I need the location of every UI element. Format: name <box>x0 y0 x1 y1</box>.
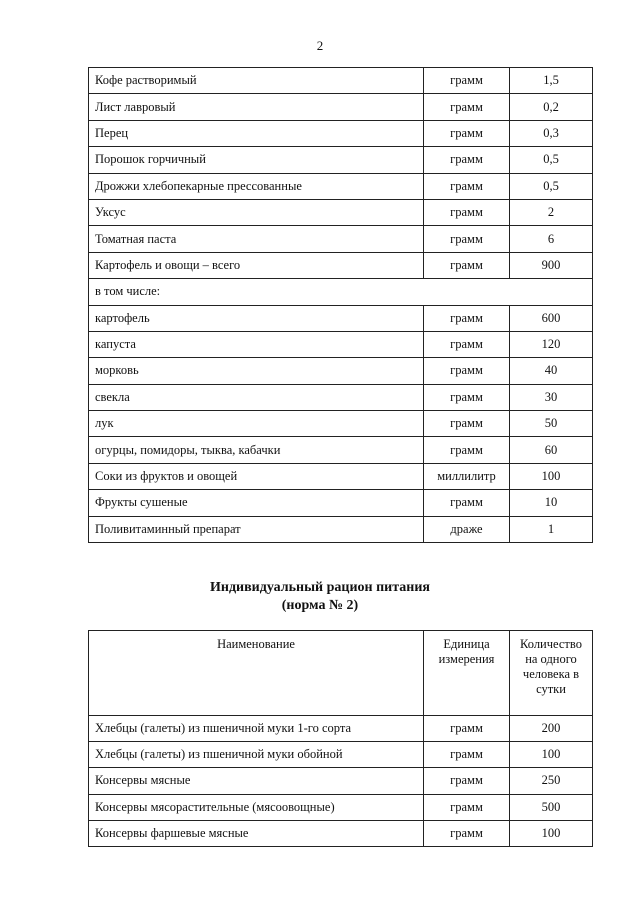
item-unit: грамм <box>424 716 510 742</box>
table-row <box>89 94 593 120</box>
item-unit: грамм <box>424 437 510 463</box>
table-row-subheading <box>89 279 593 305</box>
item-quantity: 200 <box>510 716 593 742</box>
table-row <box>89 384 593 410</box>
item-unit: грамм <box>424 768 510 794</box>
item-unit: грамм <box>424 120 510 146</box>
item-name: Лист лавровый <box>89 94 424 120</box>
item-unit: грамм <box>424 331 510 357</box>
item-quantity: 30 <box>510 384 593 410</box>
item-name: свекла <box>89 384 424 410</box>
item-name: Консервы мясорастительные (мясоовощные) <box>89 794 424 820</box>
table-row <box>89 490 593 516</box>
table-row <box>89 463 593 489</box>
table-row <box>89 820 593 846</box>
table-row <box>89 120 593 146</box>
item-name: Поливитаминный препарат <box>89 516 424 542</box>
page-number: 2 <box>316 38 324 53</box>
item-name: огурцы, помидоры, тыква, кабачки <box>89 437 424 463</box>
item-unit: грамм <box>424 384 510 410</box>
item-unit: грамм <box>424 305 510 331</box>
item-name: морковь <box>89 358 424 384</box>
section-heading <box>0 579 640 615</box>
table-row <box>89 516 593 542</box>
item-quantity: 100 <box>510 820 593 846</box>
item-quantity: 60 <box>510 437 593 463</box>
item-quantity: 600 <box>510 305 593 331</box>
item-name: Уксус <box>89 199 424 225</box>
item-quantity: 2 <box>510 199 593 225</box>
item-unit: грамм <box>424 147 510 173</box>
header-unit: Единица измерения <box>424 631 510 716</box>
item-name: Томатная паста <box>89 226 424 252</box>
item-name: капуста <box>89 331 424 357</box>
item-quantity: 500 <box>510 794 593 820</box>
item-quantity: 0,2 <box>510 94 593 120</box>
item-name: Консервы фаршевые мясные <box>89 820 424 846</box>
item-unit: грамм <box>424 358 510 384</box>
item-name: Кофе растворимый <box>89 68 424 94</box>
item-quantity: 120 <box>510 331 593 357</box>
item-name: Дрожжи хлебопекарные прессованные <box>89 173 424 199</box>
including-label: в том числе: <box>89 279 593 305</box>
item-unit: грамм <box>424 820 510 846</box>
item-name: Картофель и овощи – всего <box>89 252 424 278</box>
table-row <box>89 252 593 278</box>
item-quantity: 1,5 <box>510 68 593 94</box>
table-row <box>89 716 593 742</box>
item-quantity: 0,5 <box>510 173 593 199</box>
header-name: Наименование <box>89 631 424 716</box>
table-row <box>89 742 593 768</box>
item-quantity: 50 <box>510 411 593 437</box>
item-unit: грамм <box>424 490 510 516</box>
ration-table-continued <box>88 67 593 543</box>
item-name: Порошок горчичный <box>89 147 424 173</box>
item-quantity: 1 <box>510 516 593 542</box>
item-name: лук <box>89 411 424 437</box>
item-quantity: 100 <box>510 742 593 768</box>
item-name: Соки из фруктов и овощей <box>89 463 424 489</box>
item-unit: миллилитр <box>424 463 510 489</box>
item-name: Консервы мясные <box>89 768 424 794</box>
item-unit: грамм <box>424 794 510 820</box>
table-row <box>89 68 593 94</box>
table-row <box>89 794 593 820</box>
table-row <box>89 173 593 199</box>
item-quantity: 0,5 <box>510 147 593 173</box>
table-row <box>89 305 593 331</box>
item-unit: грамм <box>424 173 510 199</box>
item-unit: драже <box>424 516 510 542</box>
table-row <box>89 411 593 437</box>
item-unit: грамм <box>424 226 510 252</box>
item-quantity: 0,3 <box>510 120 593 146</box>
item-unit: грамм <box>424 68 510 94</box>
item-quantity: 250 <box>510 768 593 794</box>
table-header-row <box>89 631 593 716</box>
header-quantity: Количество на одного человека в сутки <box>510 631 593 716</box>
table-row <box>89 358 593 384</box>
section-title: Индивидуальный рацион питания <box>210 580 430 595</box>
item-quantity: 10 <box>510 490 593 516</box>
item-name: Перец <box>89 120 424 146</box>
table-row <box>89 331 593 357</box>
item-name: картофель <box>89 305 424 331</box>
item-unit: грамм <box>424 742 510 768</box>
table-row <box>89 147 593 173</box>
item-name: Хлебцы (галеты) из пшеничной муки 1-го сорта <box>89 716 424 742</box>
item-name: Хлебцы (галеты) из пшеничной муки обойной <box>89 742 424 768</box>
table-row <box>89 199 593 225</box>
item-unit: грамм <box>424 94 510 120</box>
item-name: Фрукты сушеные <box>89 490 424 516</box>
ration-table-norm-2 <box>88 630 593 847</box>
item-unit: грамм <box>424 199 510 225</box>
item-unit: грамм <box>424 411 510 437</box>
item-quantity: 6 <box>510 226 593 252</box>
table-row <box>89 437 593 463</box>
item-quantity: 900 <box>510 252 593 278</box>
table-row <box>89 226 593 252</box>
item-quantity: 100 <box>510 463 593 489</box>
item-unit: грамм <box>424 252 510 278</box>
item-quantity: 40 <box>510 358 593 384</box>
section-subtitle: (норма № 2) <box>281 598 359 613</box>
table-row <box>89 768 593 794</box>
